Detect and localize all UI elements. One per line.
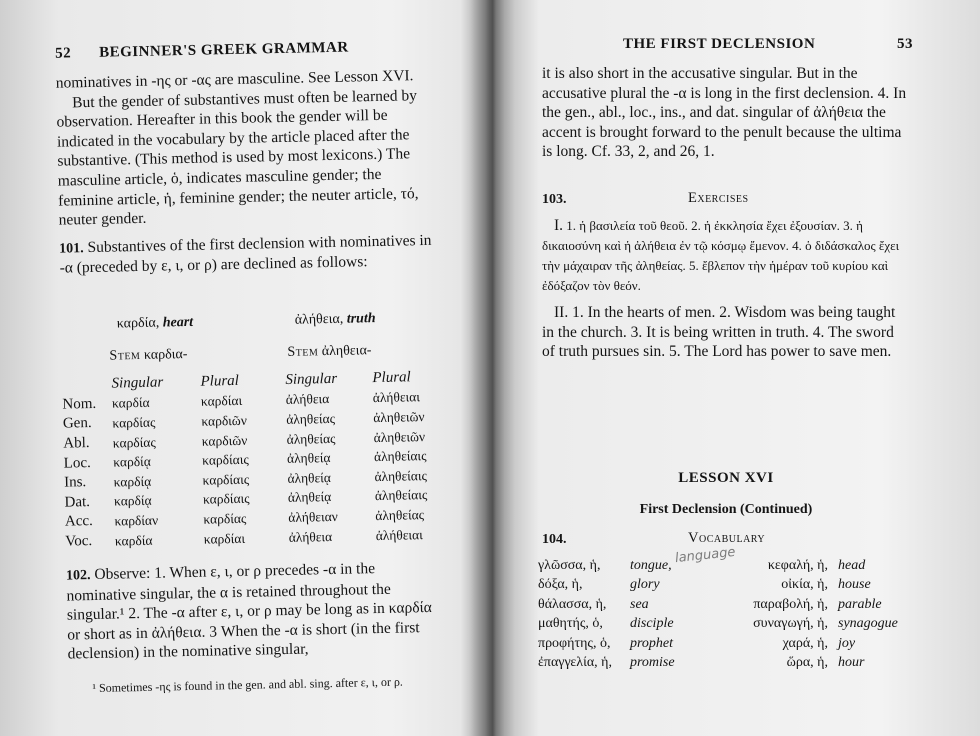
right-running-title: THE FIRST DECLENSION <box>623 36 816 52</box>
vocab-greek: μαθητής, ὁ, <box>538 616 603 632</box>
section-101-number: 101. <box>59 240 84 257</box>
left-running-title: BEGINNER'S GREEK GRAMMAR <box>98 39 349 61</box>
case-label: Loc. <box>63 454 91 472</box>
form-cell: καρδίαις <box>202 471 250 488</box>
vocab-greek: ἐπαγγελία, ἡ, <box>538 655 613 671</box>
left-body <box>56 66 438 279</box>
form-cell: καρδίαν <box>114 512 159 529</box>
vocab-greek: οἰκία, ἡ, <box>781 577 828 593</box>
form-cell: ἀλήθειαι <box>375 526 423 543</box>
gutter-shadow <box>470 0 515 736</box>
case-label: Gen. <box>62 415 92 433</box>
right-page <box>538 0 913 736</box>
vocab-greek: θάλασσα, ἡ, <box>538 596 607 612</box>
vocab-english: glory <box>630 577 660 593</box>
form-cell: ἀληθείᾳ <box>287 489 332 506</box>
case-label: Nom. <box>62 395 97 413</box>
vocab-english: sea <box>630 596 649 612</box>
declension-table-wrap <box>62 368 446 552</box>
form-cell: καρδίας <box>203 510 247 527</box>
form-cell: καρδία <box>111 395 150 411</box>
section-102-number: 102. <box>65 568 91 584</box>
decl-stem-1-value: καρδια- <box>143 346 188 363</box>
decl-stem-2-label: Stem <box>287 344 319 360</box>
vocab-greek: προφήτης, ὁ, <box>538 635 611 651</box>
vocab-english: house <box>838 577 871 593</box>
list-item <box>538 654 910 674</box>
vocab-english: promise <box>630 655 675 671</box>
list-item <box>538 615 910 635</box>
right-running-head <box>623 36 913 53</box>
exercise-1 <box>542 216 910 296</box>
section-102-text: Observe: 1. When ε, ι, or ρ precedes -α in the nominative singular, the α is retained throughout the singular.¹ 2. The -α after ε, ι, or ρ may be long as in καρδία or short as in ἀλήθεια. 3 When the -α is short (in the first declension) in the nominative singular, <box>66 560 433 663</box>
vocab-english: parable <box>838 596 882 612</box>
form-cell: ἀλήθειαι <box>372 389 421 406</box>
vocab-greek: παραβολή, ἡ, <box>753 596 828 612</box>
exercise-2 <box>542 303 910 362</box>
form-cell: ἀληθείαις <box>374 487 428 504</box>
list-item <box>538 576 910 596</box>
left-para-2: But the gender of substantives must often be learned by observation. Hereafter in this book the gender will be indicated in the vocabulary by the article placed after the substantive. (This method is used by most lexicons.) The masculine article, ὁ, indicates masculine gender; the feminine article, ἡ, feminine gender; the neuter article, τό, neuter gender. <box>56 86 419 229</box>
footnote: ¹ Sometimes -ης is found in the gen. and abl. sing. after ε, ι, or ρ. <box>92 674 403 696</box>
decl-word-2-meaning: truth <box>346 311 376 327</box>
vocab-english: synagogue <box>838 616 898 632</box>
section-102 <box>66 558 446 665</box>
right-page-number: 53 <box>897 36 913 52</box>
vocab-english: prophet <box>630 635 674 651</box>
exercise-1-text: 1. ἡ βασιλεία τοῦ θεοῦ. 2. ἡ ἐκκλησία ἔχει ἐξουσίαν. 3. ἡ δικαιοσύνη καὶ ἡ ἀλήθεια ἐν τῷ κόσμῳ ἔμενον. 4. ὁ διδάσκαλος ἔχει τὴν μάχαιραν τῆς ἀληθείας. 5. ἔβλεπον τὴν ἡμέραν τοῦ κυρίου καὶ ἐδόξαζον τὸν θεόν. <box>542 218 900 293</box>
decl-word-1-meaning: heart <box>162 314 194 331</box>
section-103-number: 103. <box>542 192 567 207</box>
lesson-title: LESSON XVI <box>678 470 774 486</box>
form-cell: καρδίᾳ <box>113 493 152 509</box>
decl-stem-2 <box>287 343 371 361</box>
case-label: Voc. <box>65 533 93 550</box>
vocab-english: tongue, <box>630 557 672 573</box>
vocab-greek: κεφαλή, ἡ, <box>767 557 828 573</box>
handwritten-note: language <box>674 544 737 567</box>
form-cell: καρδίαις <box>202 491 250 508</box>
form-cell: ἀληθειῶν <box>373 409 425 426</box>
lesson-subtitle: First Declension (Continued) <box>639 502 813 517</box>
form-cell: ἀληθείᾳ <box>287 469 332 486</box>
form-cell: ἀληθείας <box>375 507 425 524</box>
left-running-head <box>55 39 395 63</box>
section-101-text: Substantives of the first declension with nominatives in -α (preceded by ε, ι, or ρ) are declined as follows: <box>59 231 432 277</box>
col-singular-1: Singular <box>111 374 164 392</box>
decl-stem-1-label: Stem <box>109 347 141 364</box>
left-para-1: nominatives in -ης or -ας are masculine. See Lesson XVI. <box>55 67 414 92</box>
form-cell: καρδία <box>114 532 153 549</box>
vocab-greek: ὥρα, ἡ, <box>786 655 828 671</box>
case-label: Acc. <box>64 513 94 531</box>
col-plural-1: Plural <box>200 373 240 391</box>
vocab-greek: δόξα, ἡ, <box>538 577 583 593</box>
decl-word-2-greek: ἀλήθεια, <box>294 311 344 328</box>
vocab-english: hour <box>838 655 865 671</box>
list-item <box>538 634 910 654</box>
case-label: Abl. <box>63 435 90 452</box>
form-cell: ἀλήθεια <box>285 391 330 408</box>
vocab-greek: συναγωγή, ἡ, <box>753 616 828 632</box>
col-singular-2: Singular <box>285 371 338 389</box>
left-page <box>40 0 450 736</box>
form-cell: ἀληθείας <box>286 410 336 427</box>
vocab-english: joy <box>838 635 856 651</box>
exercise-2-label: II. <box>554 304 569 321</box>
col-plural-2: Plural <box>372 369 411 387</box>
form-cell: ἀλήθεια <box>288 528 333 545</box>
form-cell: ἀληθείαις <box>374 467 428 484</box>
form-cell: καρδίαι <box>203 530 246 547</box>
form-cell: καρδίας <box>112 434 156 451</box>
form-cell: καρδιῶν <box>201 432 248 449</box>
exercise-1-label: I. <box>554 217 564 234</box>
form-cell: ἀλήθειαν <box>288 508 338 525</box>
list-item <box>538 595 910 615</box>
vocab-greek: χαρά, ἡ, <box>782 635 828 651</box>
decl-word-2 <box>295 311 376 329</box>
section-104-title: Vocabulary <box>688 530 766 546</box>
vocabulary-list <box>538 556 910 673</box>
form-cell: καρδίᾳ <box>113 453 151 470</box>
form-cell: καρδιῶν <box>201 412 247 429</box>
exercise-2-text: 1. In the hearts of men. 2. Wisdom was being taught in the church. 3. It is being written in truth. 4. The sword of truth pursues sin. 5. The Lord has power to save men. <box>542 304 896 361</box>
vocab-english: disciple <box>630 616 674 632</box>
vocab-greek: γλῶσσα, ἡ, <box>538 557 601 573</box>
decl-stem-2-value: ἀληθεια- <box>321 343 372 360</box>
section-102-para <box>66 558 446 665</box>
form-cell: ἀληθείᾳ <box>286 450 331 467</box>
form-cell: καρδίαις <box>202 451 249 468</box>
case-label: Ins. <box>63 474 87 491</box>
vocab-english: head <box>838 557 866 573</box>
form-cell: καρδίᾳ <box>113 473 152 490</box>
declension-table <box>62 368 446 552</box>
vocabulary-table <box>538 556 910 673</box>
section-104-number: 104. <box>542 532 567 547</box>
section-103-heading <box>542 190 910 208</box>
form-cell: ἀληθείας <box>286 430 336 447</box>
form-cell: ἀληθειῶν <box>373 428 426 445</box>
section-103-title: Exercises <box>688 190 749 206</box>
right-para-1: it is also short in the accusative singular. But in the accusative plural the -α is long in the first declension. 4. In the gen., abl., loc., ins., and dat. singular of ἀλήθεια the accent is brought forward to the penult because the ultima is long. Cf. 33, 2, and 26, 1. <box>542 65 907 161</box>
decl-word-1-greek: καρδία, <box>116 315 160 332</box>
case-label: Dat. <box>64 493 91 511</box>
decl-stem-1 <box>109 347 187 365</box>
decl-word-1 <box>117 315 194 333</box>
left-page-number: 52 <box>54 45 72 62</box>
form-cell: καρδίας <box>112 414 156 431</box>
form-cell: καρδίαι <box>200 393 243 410</box>
section-101 <box>59 230 438 278</box>
form-cell: ἀληθείαις <box>373 448 427 465</box>
